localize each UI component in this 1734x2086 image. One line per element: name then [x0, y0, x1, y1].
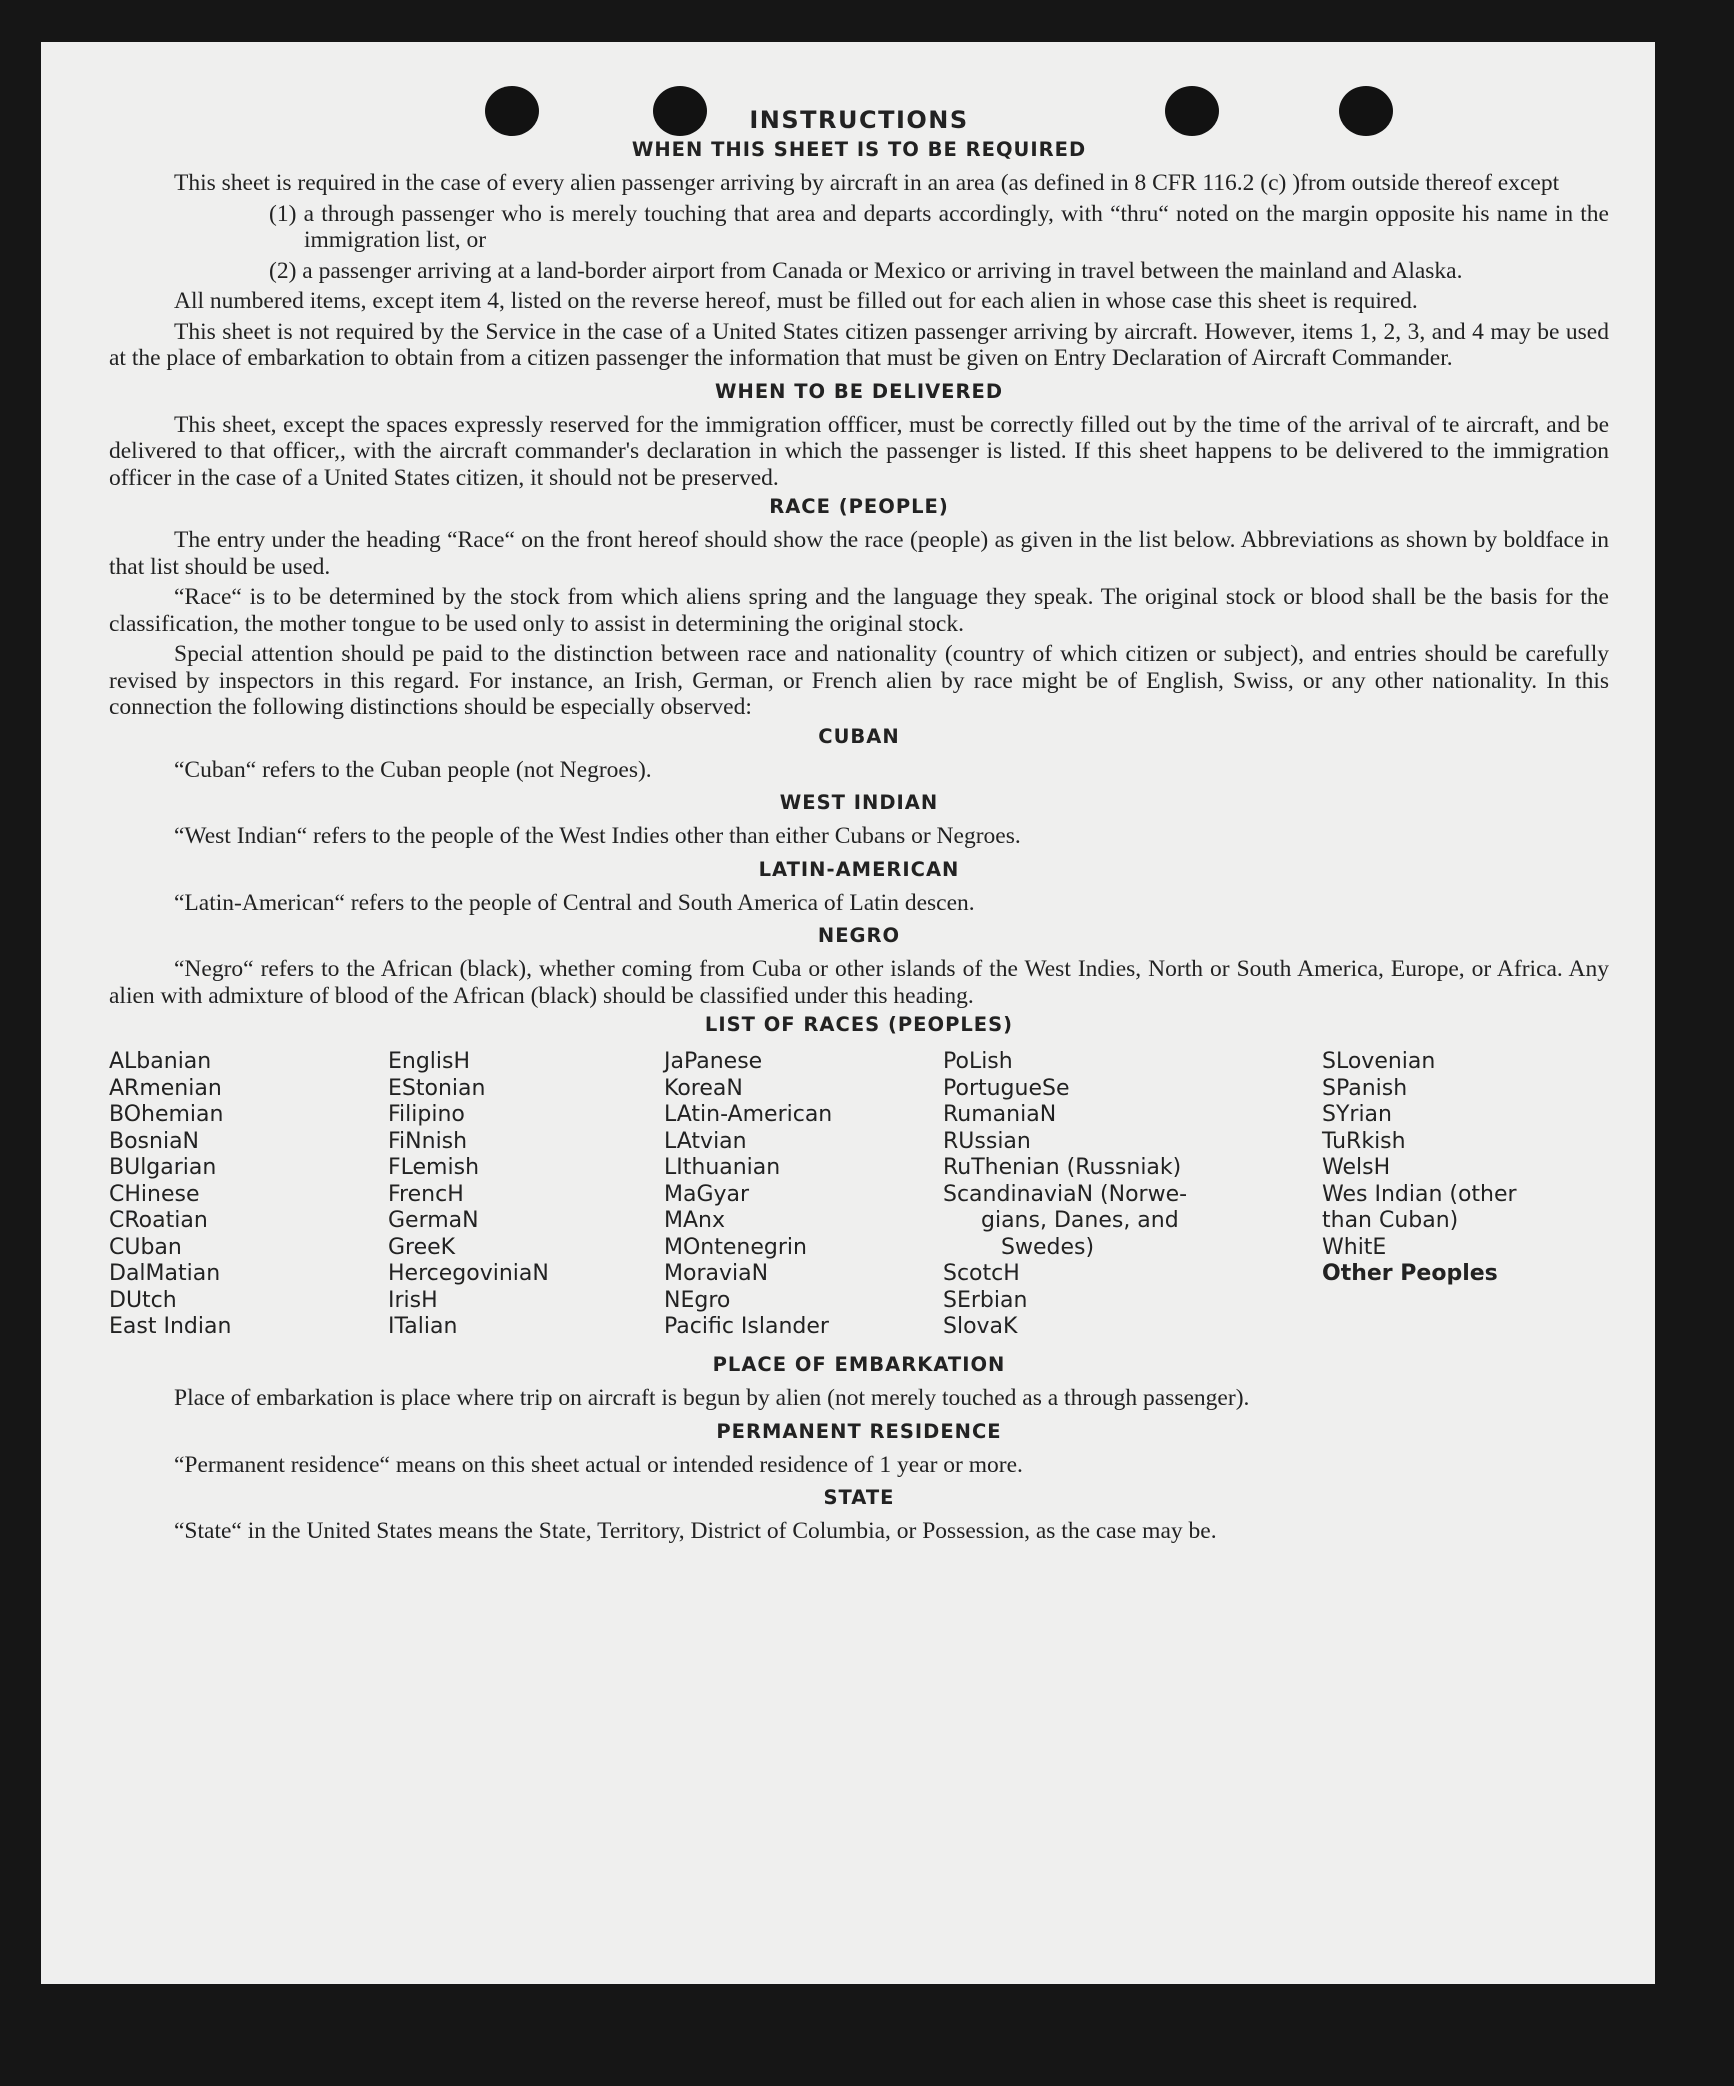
race-entry: SPanish: [1322, 1075, 1408, 1101]
race-entry: SLovenian: [1322, 1049, 1436, 1074]
race-entry: LAtin-American: [664, 1102, 833, 1127]
race-entry: than Cuban): [1322, 1208, 1459, 1233]
race-entry: ITalian: [388, 1314, 458, 1339]
section-heading: LIST OF RACES (PEOPLES): [704, 1013, 1014, 1036]
race-entry: ALbanian: [109, 1049, 212, 1074]
paragraph: “Permanent residence“ means on this sheet actual or intended residence of 1 year or more.: [174, 1451, 1023, 1478]
race-entry: BOhemian: [109, 1102, 224, 1127]
race-entry: JaPanese: [664, 1049, 763, 1074]
race-entry: NEgro: [664, 1287, 731, 1313]
race-entry: LIthuanian: [664, 1155, 781, 1180]
section-heading: WHEN THIS SHEET IS TO BE REQUIRED: [631, 138, 1087, 161]
race-entry: Swedes): [1001, 1234, 1095, 1260]
race-entry: RuThenian (Russniak): [943, 1155, 1182, 1180]
list-item: (1) a through passenger who is merely touching that area and departs accordingly, with “thru“ noted on the margin opposite his name in the immigration list, or: [269, 200, 1609, 253]
races-list: [109, 1049, 1609, 1339]
races-column: [109, 1049, 231, 1341]
races-column: [943, 1049, 1187, 1341]
race-entry: SErbian: [943, 1287, 1028, 1313]
paragraph: All numbered items, except item 4, listed on the reverse hereof, must be filled out for each alien in whose case this sheet is required.: [174, 288, 1418, 314]
race-entry: WhitE: [1322, 1234, 1387, 1260]
race-entry: CRoatian: [109, 1208, 208, 1233]
race-entry: ARmenian: [109, 1075, 222, 1101]
race-entry: SlovaK: [943, 1314, 1018, 1339]
paragraph: The entry under the heading “Race“ on the front hereof should show the race (people) as given in the list below. Abbreviations as shown by boldface in that list should be used.: [109, 527, 1609, 580]
section-heading: PLACE OF EMBARKATION: [712, 1353, 1006, 1376]
race-entry: TuRkish: [1322, 1128, 1406, 1154]
section-heading: WEST INDIAN: [779, 791, 939, 814]
race-entry: MoraviaN: [664, 1261, 769, 1286]
races-column: [664, 1049, 832, 1341]
race-entry: BosniaN: [109, 1128, 200, 1154]
paragraph: “State“ in the United States means the State, Territory, District of Columbia, or Possession, as the case may be.: [174, 1518, 1217, 1544]
race-entry: DalMatian: [109, 1261, 221, 1286]
race-entry: IrisH: [388, 1287, 438, 1313]
race-entry: Other Peoples: [1322, 1261, 1498, 1286]
race-entry: ScotcH: [943, 1261, 1020, 1286]
race-entry: RUssian: [943, 1128, 1031, 1154]
race-entry: FiNnish: [388, 1128, 468, 1154]
paragraph: “Negro“ refers to the African (black), whether coming from Cuba or other islands of the West Indies, North or South America, Europe, or Africa. Any alien with admixture of blood of the African (black) should be classified under this heading.: [109, 956, 1609, 1009]
race-entry: WelsH: [1322, 1155, 1391, 1180]
race-entry: LAtvian: [664, 1128, 747, 1154]
section-heading: RACE (PEOPLE): [769, 495, 949, 518]
race-entry: EnglisH: [388, 1049, 471, 1074]
list-item: (2) a passenger arriving at a land-border airport from Canada or Mexico or arriving in travel between the mainland and Alaska.: [269, 257, 1463, 284]
race-entry: Filipino: [388, 1102, 465, 1127]
race-entry: Wes Indian (other: [1322, 1181, 1517, 1207]
paragraph: “Latin-American“ refers to the people of Central and South America of Latin descen.: [174, 889, 975, 916]
paragraph: This sheet is required in the case of every alien passenger arriving by aircraft in an area (as defined in 8 CFR 116.2 (c) )from outside thereof except: [174, 170, 1560, 196]
race-entry: FLemish: [388, 1155, 480, 1180]
paragraph: This sheet is not required by the Service in the case of a United States citizen passenger arriving by aircraft. However, items 1, 2, 3, and 4 may be used at the place of embarkation to obtain from a citizen passenger the information that must be given on Entry Declaration of Aircraft Commander.: [109, 318, 1609, 371]
race-entry: HercegoviniaN: [388, 1261, 549, 1286]
race-entry: East Indian: [109, 1314, 232, 1339]
section-heading: STATE: [823, 1486, 895, 1509]
page-title: INSTRUCTIONS: [749, 106, 969, 134]
race-entry: SYrian: [1322, 1102, 1392, 1127]
race-entry: Pacific Islander: [664, 1314, 829, 1339]
races-column: [1322, 1049, 1517, 1288]
race-entry: MOntenegrin: [664, 1234, 807, 1260]
section-heading: WHEN TO BE DELIVERED: [714, 379, 1004, 403]
race-entry: FrencH: [388, 1181, 464, 1207]
race-entry: EStonian: [388, 1075, 486, 1101]
race-entry: KoreaN: [664, 1075, 743, 1101]
race-entry: DUtch: [109, 1287, 177, 1313]
paragraph: “Cuban“ refers to the Cuban people (not Negroes).: [174, 756, 652, 783]
race-entry: BUlgarian: [109, 1155, 217, 1180]
document-body: [109, 102, 1609, 1549]
paragraph: Place of embarkation is place where trip on aircraft is begun by alien (not merely touched as a through passenger).: [174, 1385, 1250, 1411]
race-entry: CUban: [109, 1234, 182, 1260]
paragraph: “Race“ is to be determined by the stock from which aliens spring and the language they speak. The original stock or blood shall be the basis for the classification, the mother tongue to be used only to assist in determining the original stock.: [109, 584, 1609, 637]
instruction-sheet: [41, 42, 1655, 1984]
race-entry: gians, Danes, and: [981, 1208, 1179, 1233]
section-heading: PERMANENT RESIDENCE: [716, 1419, 1002, 1443]
race-entry: CHinese: [109, 1181, 200, 1207]
section-heading: CUBAN: [818, 724, 900, 748]
section-heading: LATIN-AMERICAN: [758, 857, 960, 881]
race-entry: PortugueSe: [943, 1075, 1070, 1101]
section-heading: NEGRO: [817, 924, 901, 947]
race-entry: MAnx: [664, 1208, 725, 1233]
paragraph: Special attention should pe paid to the distinction between race and nationality (country of which citizen or subject), and entries should be carefully revised by inspectors in this regard. For instance, an Irish, German, or French alien by race might be of English, Swiss, or any other nationality. In this connection the following distinctions should be especially observed:: [109, 641, 1609, 720]
paragraph: This sheet, except the spaces expressly reserved for the immigration offficer, must be correctly filled out by the time of the arrival of te aircraft, and be delivered to that officer,, with the aircraft commander's declaration in which the passenger is listed. If this sheet happens to be delivered to the immigration officer in the case of a United States citizen, it should not be preserved.: [109, 411, 1609, 491]
paragraph: “West Indian“ refers to the people of the West Indies other than either Cubans or Negroes.: [174, 823, 1021, 849]
race-entry: RumaniaN: [943, 1102, 1057, 1127]
race-entry: GreeK: [388, 1234, 456, 1260]
race-entry: PoLish: [943, 1049, 1013, 1074]
races-column: [388, 1049, 549, 1341]
race-entry: MaGyar: [664, 1181, 750, 1207]
race-entry: GermaN: [388, 1208, 479, 1233]
race-entry: ScandinaviaN (Norwe-: [943, 1181, 1188, 1207]
